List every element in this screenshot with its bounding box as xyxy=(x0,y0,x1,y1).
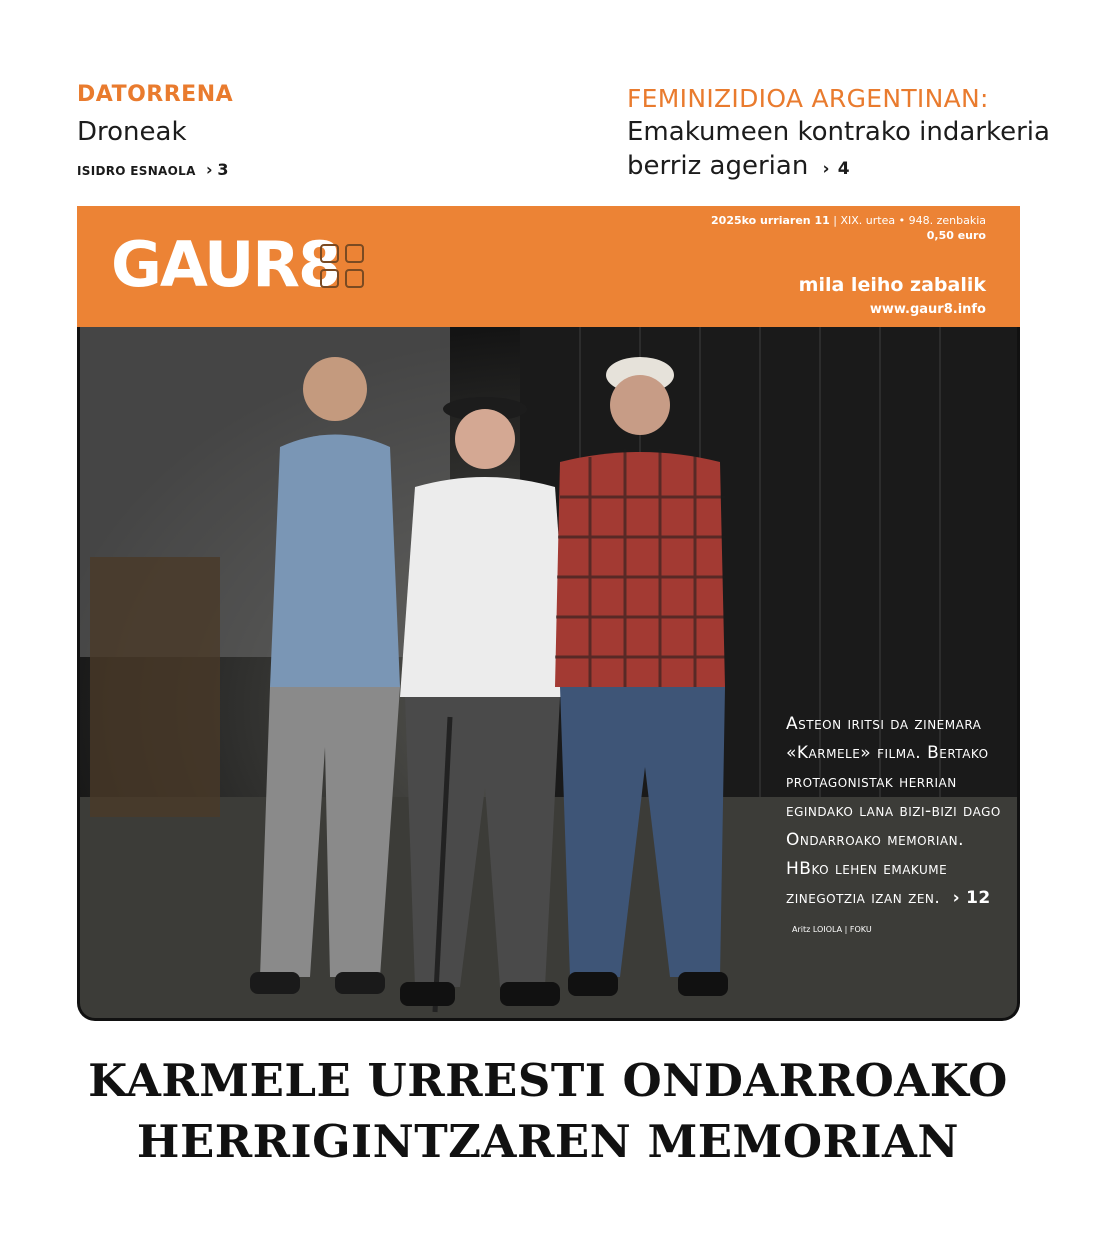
issue-year: XIX. urtea xyxy=(840,214,896,227)
masthead xyxy=(77,206,1020,327)
main-headline-line1: KARMELE URRESTI ONDARROAKO xyxy=(88,1054,1008,1107)
issue-info xyxy=(711,214,986,242)
teaser-left-author: ISIDRO ESNAOLA xyxy=(77,164,196,178)
teaser-right-headline[interactable] xyxy=(627,115,1067,186)
bullet-separator: • xyxy=(898,214,909,227)
teaser-right-headline-line1: Emakumeen kontrako indarkeria xyxy=(627,117,1050,147)
issue-number: 948. zenbakia xyxy=(908,214,986,227)
logo[interactable]: GAUR8 xyxy=(111,228,340,301)
main-headline-line2: HERRIGINTZAREN MEMORIAN xyxy=(136,1115,960,1168)
issue-date: 2025ko urriaren 11 xyxy=(711,214,830,227)
page-ref-arrow-icon: › xyxy=(946,888,961,908)
teaser-left-byline xyxy=(77,160,497,179)
caption-text: Asteon iritsi da zinemara «Karmele» filma. Bertako protagonistak herrian egindako lana bizi-bizi dago Ondarroako memorian. HBko lehen emakume zinegotzia izan zen. xyxy=(786,714,1001,908)
page-ref-arrow-icon: › xyxy=(200,160,213,179)
teaser-left-headline[interactable]: Droneak xyxy=(77,117,187,147)
slogan-block xyxy=(799,274,986,317)
caption-page[interactable]: 12 xyxy=(966,888,991,908)
page-ref-arrow-icon: › xyxy=(816,159,830,179)
teaser-right-kicker: FEMINIZIDIOA ARGENTINAN: xyxy=(627,84,989,113)
teaser-right[interactable] xyxy=(627,84,1067,186)
slogan: mila leiho zabalik xyxy=(798,274,986,296)
issue-price: 0,50 euro xyxy=(926,229,986,242)
teaser-left-page: 3 xyxy=(217,160,229,179)
teaser-left-kicker: DATORRENA xyxy=(77,82,234,107)
website-link[interactable]: www.gaur8.info xyxy=(869,302,986,317)
teaser-left[interactable] xyxy=(77,82,497,179)
teaser-right-page: 4 xyxy=(837,159,850,179)
photo-caption xyxy=(786,710,1011,944)
main-headline[interactable] xyxy=(40,1050,1056,1172)
separator: | xyxy=(833,214,841,227)
photo-credit: Aritz LOIOLA | FOKU xyxy=(792,925,872,934)
logo-grid-icon xyxy=(320,244,370,294)
teaser-right-headline-line2: berriz agerian xyxy=(627,151,809,181)
